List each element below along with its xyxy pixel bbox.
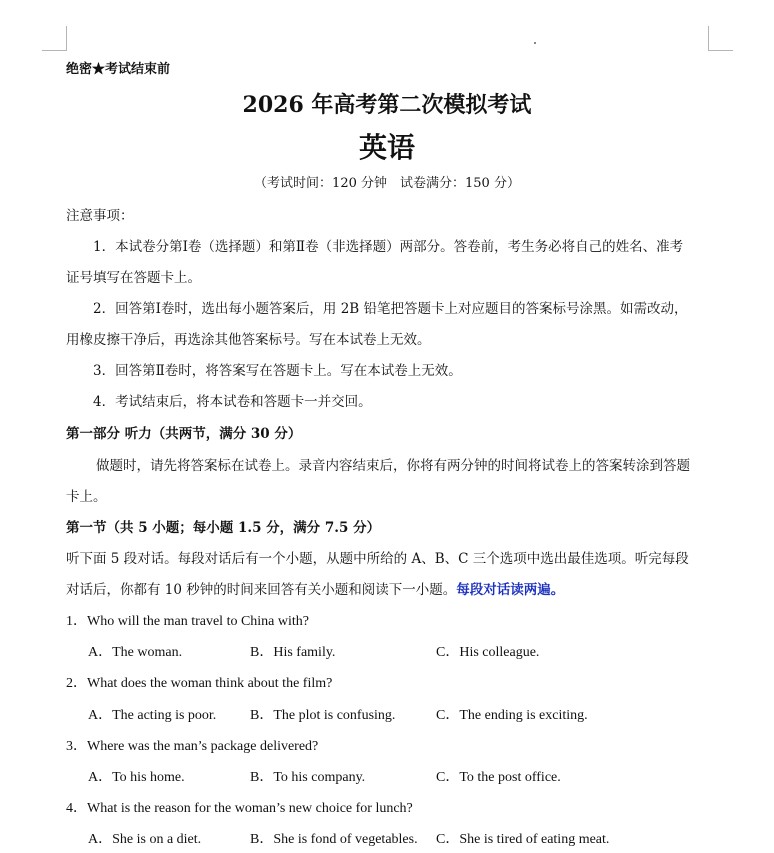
- crop-mark-top-left: [42, 26, 67, 51]
- question-4-option-b: B．She is fond of vegetables.: [250, 832, 418, 847]
- section1-emphasis: 每段对话读两遍。: [456, 582, 565, 598]
- question-2-option-c: C．The ending is exciting.: [436, 708, 588, 723]
- question-3-stem: 3．Where was the man’s package delivered?: [66, 739, 319, 754]
- crop-mark-top-right: [708, 26, 733, 51]
- secret-label: 绝密★考试结束前: [66, 62, 171, 77]
- exam-info: （考试时间：120 分钟 试卷满分：150 分）: [254, 176, 520, 191]
- section1-instruction-line-2: [66, 578, 564, 598]
- part1-instruction-line-2: 卡上。: [66, 489, 107, 505]
- question-3-option-c: C．To the post office.: [436, 770, 561, 785]
- note-item-1-line-1: 1．本试卷分第Ⅰ卷（选择题）和第Ⅱ卷（非选择题）两部分。答卷前，考生务必将自己的姓名、准考: [93, 239, 684, 255]
- question-4-option-a: A．She is on a diet.: [88, 832, 202, 847]
- page-dot: [534, 42, 536, 44]
- question-1-option-a: A．The woman.: [88, 645, 183, 660]
- question-1-option-b: B．His family.: [250, 645, 336, 660]
- section1-instruction-text: 对话后，你都有 10 秒钟的时间来回答有关小题和阅读下一小题。: [66, 582, 457, 598]
- note-item-4: 4．考试结束后，将本试卷和答题卡一并交回。: [93, 394, 372, 410]
- question-1-stem: 1．Who will the man travel to China with?: [66, 614, 310, 629]
- part1-heading: 第一部分 听力（共两节，满分 30 分）: [66, 426, 302, 442]
- question-3-option-a: A．To his home.: [88, 770, 185, 785]
- note-item-2-line-1: 2．回答第Ⅰ卷时，选出每小题答案后，用 2B 铅笔把答题卡上对应题目的答案标号涂黑。如需改动，: [93, 301, 688, 317]
- question-2-stem: 2．What does the woman think about the film?: [66, 676, 333, 691]
- question-1-option-c: C．His colleague.: [436, 645, 540, 660]
- subject-title: 英语: [358, 131, 415, 164]
- exam-title: 2026 年高考第二次模拟考试: [242, 92, 532, 118]
- question-4-stem: 4．What is the reason for the woman’s new choice for lunch?: [66, 801, 413, 816]
- question-2-option-b: B．The plot is confusing.: [250, 708, 396, 723]
- note-item-3: 3．回答第Ⅱ卷时，将答案写在答题卡上。写在本试卷上无效。: [93, 363, 462, 379]
- question-4-option-c: C．She is tired of eating meat.: [436, 832, 610, 847]
- question-2-option-a: A．The acting is poor.: [88, 708, 217, 723]
- part1-instruction-line-1: 做题时，请先将答案标在试卷上。录音内容结束后，你将有两分钟的时间将试卷上的答案转涂到答题: [96, 458, 690, 474]
- section1-instruction-line-1: 听下面 5 段对话。每段对话后有一个小题，从题中所给的 A、B、C 三个选项中选出最佳选项。听完每段: [66, 551, 689, 567]
- note-item-1-line-2: 证号填写在答题卡上。: [66, 270, 201, 286]
- section1-heading: 第一节（共 5 小题；每小题 1.5 分，满分 7.5 分）: [66, 520, 381, 536]
- question-3-option-b: B．To his company.: [250, 770, 366, 785]
- notes-label: 注意事项：: [66, 208, 134, 224]
- note-item-2-line-2: 用橡皮擦干净后，再选涂其他答案标号。写在本试卷上无效。: [66, 332, 431, 348]
